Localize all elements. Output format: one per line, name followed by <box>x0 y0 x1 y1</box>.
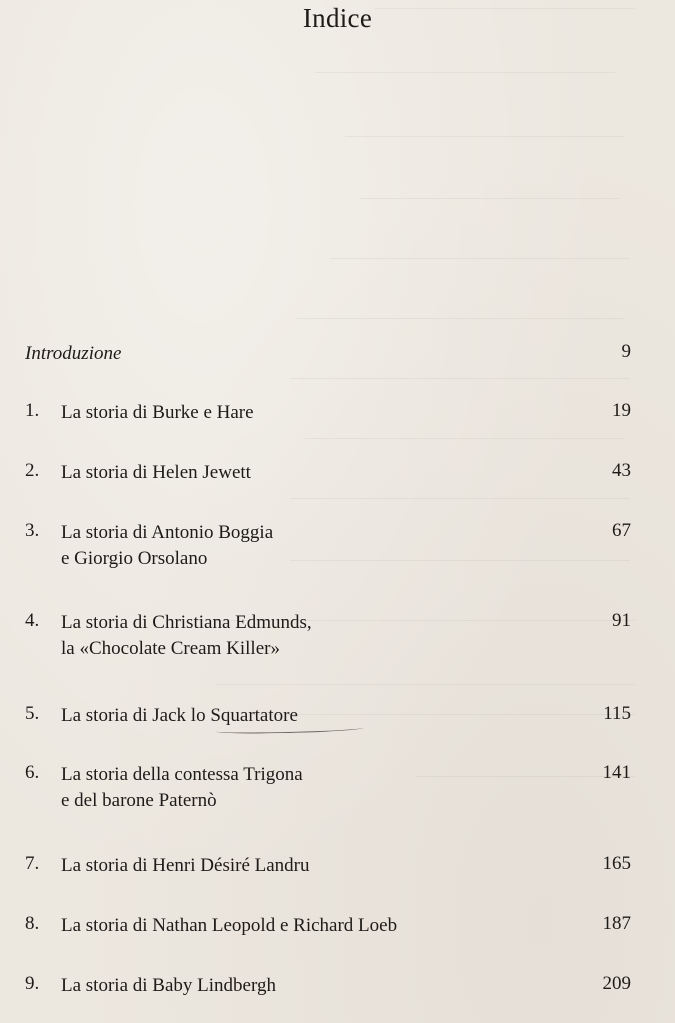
toc-entry-number: 8. <box>25 913 40 934</box>
toc-entry-page: 115 <box>603 703 631 724</box>
toc-entry-number: 6. <box>25 762 40 783</box>
toc-entry-number: 9. <box>25 973 40 994</box>
toc-entry-title: Introduzione <box>25 343 122 364</box>
toc-entry-number: 2. <box>25 460 40 481</box>
toc-entry-page: 43 <box>612 460 631 481</box>
toc-entry-title-continued: e Giorgio Orsolano <box>61 548 208 569</box>
toc-entry-title: La storia di Nathan Leopold e Richard Loeb <box>61 915 398 936</box>
index-heading: Indice <box>302 3 373 33</box>
toc-entry-title: La storia di Henri Désiré Landru <box>61 855 310 876</box>
toc-entry-title: La storia della contessa Trigona <box>61 764 303 785</box>
toc-entry-page: 141 <box>602 762 631 783</box>
toc-entry-page: 165 <box>602 853 631 874</box>
toc-entry-title: La storia di Baby Lindbergh <box>61 975 276 996</box>
toc-entry-title: La storia di Jack lo Squartatore <box>61 705 298 726</box>
toc-entry-page: 67 <box>612 520 631 541</box>
toc-entry-number: 7. <box>25 853 40 874</box>
toc-entry-title: La storia di Burke e Hare <box>61 402 254 423</box>
toc-entry-title-continued: e del barone Paternò <box>61 790 217 811</box>
toc-entry-title: La storia di Christiana Edmunds, <box>61 612 312 633</box>
toc-entry-number: 5. <box>25 703 40 724</box>
toc-entry-number: 1. <box>25 400 40 421</box>
toc-entry-number: 3. <box>25 520 40 541</box>
toc-entry-page: 209 <box>602 973 631 994</box>
toc-entry-title: La storia di Antonio Boggia <box>61 522 274 543</box>
pencil-underline <box>216 725 364 735</box>
toc-entry-title-continued: la «Chocolate Cream Killer» <box>61 638 280 659</box>
toc-entry-page: 9 <box>621 341 631 362</box>
toc-entry-page: 187 <box>602 913 631 934</box>
toc-entry-number: 4. <box>25 610 40 631</box>
toc-entry-title: La storia di Helen Jewett <box>61 462 251 483</box>
toc-entry-page: 91 <box>612 610 631 631</box>
toc-entry-page: 19 <box>612 400 631 421</box>
